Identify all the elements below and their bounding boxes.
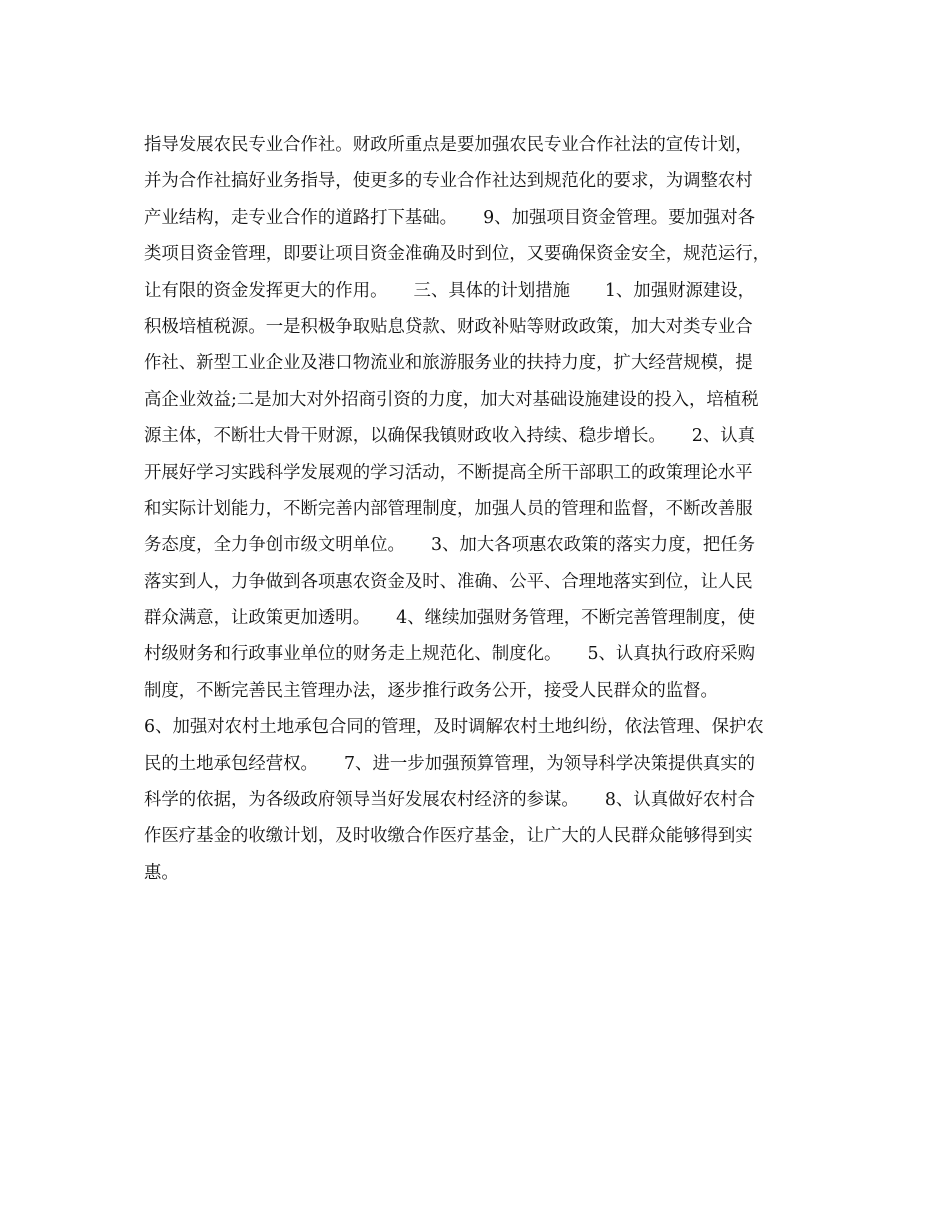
text-line: 源主体，不断壮大骨干财源，以确保我镇财政收入持续、稳步增长。 2、认真 <box>144 426 756 447</box>
body-text <box>144 127 844 891</box>
text-line: 和实际计划能力，不断完善内部管理制度，加强人员的管理和监督，不断改善服 <box>144 498 753 519</box>
text-line: 村级财务和行政事业单位的财务走上规范化、制度化。 5、认真执行政府采购 <box>144 644 756 665</box>
text-line: 民的土地承包经营权。 7、进一步加强预算管理，为领导科学决策提供真实的 <box>144 753 756 774</box>
text-line: 高企业效益;二是加大对外招商引资的力度，加大对基础设施建设的投入，培植税 <box>144 389 759 410</box>
text-line: 制度，不断完善民主管理办法，逐步推行政务公开，接受人民群众的监督。 <box>144 680 718 701</box>
text-line: 6、加强对农村土地承包合同的管理，及时调解农村土地纠纷，依法管理、保护农 <box>144 717 764 738</box>
text-line: 落实到人，力争做到各项惠农资金及时、准确、公平、合理地落实到位，让人民 <box>144 571 753 592</box>
text-line: 指导发展农民专业合作社。财政所重点是要加强农民专业合作社法的宣传计划， <box>144 135 753 155</box>
text-line: 开展好学习实践科学发展观的学习活动，不断提高全所干部职工的政策理论水平 <box>144 462 753 483</box>
text-line: 务态度，全力争创市级文明单位。 3、加大各项惠农政策的落实力度，把任务 <box>144 535 756 556</box>
text-line: 作医疗基金的收缴计划，及时收缴合作医疗基金，让广大的人民群众能够得到实 <box>144 826 753 847</box>
text-line: 惠。 <box>144 862 179 883</box>
text-line: 并为合作社搞好业务指导，使更多的专业合作社达到规范化的要求，为调整农村 <box>144 171 753 192</box>
text-line: 作社、新型工业企业及港口物流业和旅游服务业的扶持力度，扩大经营规模，提 <box>144 353 753 374</box>
text-line: 让有限的资金发挥更大的作用。 三、具体的计划措施 1、加强财源建设， <box>144 280 756 301</box>
text-line: 群众满意，让政策更加透明。 4、继续加强财务管理，不断完善管理制度，使 <box>144 608 756 629</box>
text-line: 产业结构，走专业合作的道路打下基础。 9、加强项目资金管理。要加强对各 <box>144 207 756 228</box>
text-line: 科学的依据，为各级政府领导当好发展农村经济的参谋。 8、认真做好农村合 <box>144 790 756 811</box>
text-line: 积极培植税源。一是积极争取贴息贷款、财政补贴等财政政策，加大对类专业合 <box>144 316 753 337</box>
text-line: 类项目资金管理，即要让项目资金准确及时到位，又要确保资金安全，规范运行， <box>144 244 771 265</box>
